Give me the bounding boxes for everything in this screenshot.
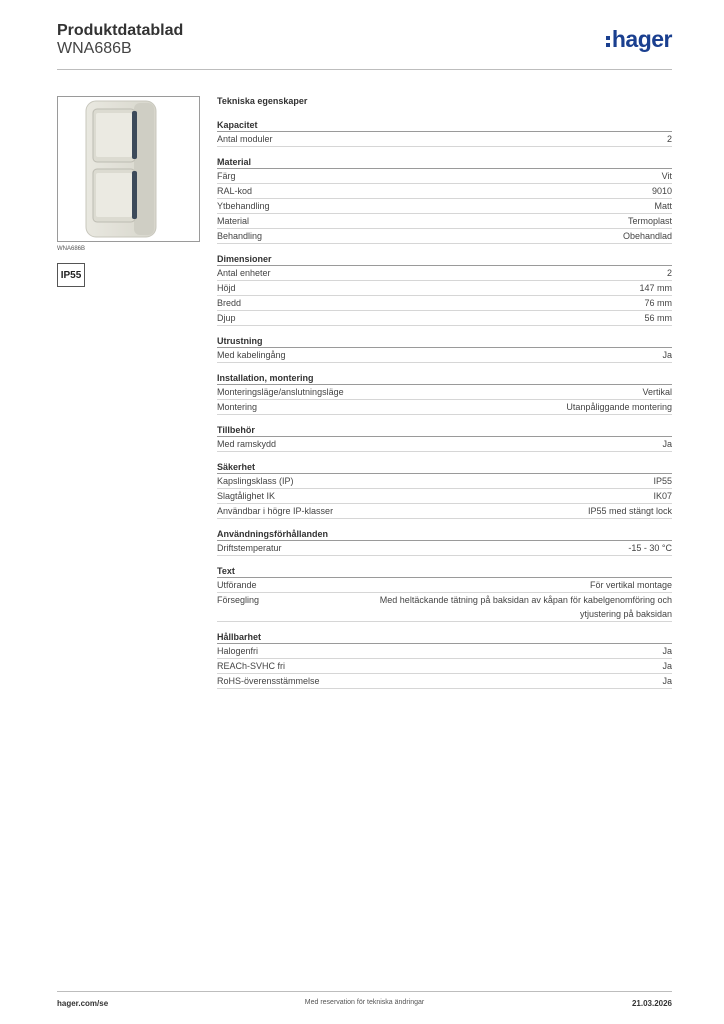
spec-value: IP55 xyxy=(653,476,672,486)
spec-row xyxy=(217,593,672,622)
spec-label: Utförande xyxy=(217,580,257,590)
spec-row xyxy=(217,644,672,659)
spec-row xyxy=(217,437,672,452)
hager-logo xyxy=(606,26,672,53)
spec-row xyxy=(217,199,672,214)
product-code: WNA686B xyxy=(57,40,132,57)
image-caption: WNA686B xyxy=(57,246,86,252)
section-title: Utrustning xyxy=(217,334,672,348)
technical-specs xyxy=(217,96,672,689)
spec-value: Matt xyxy=(654,201,672,211)
spec-row xyxy=(217,385,672,400)
page-header xyxy=(57,20,672,70)
spec-row xyxy=(217,311,672,326)
spec-label: Montering xyxy=(217,402,258,412)
section-title: Säkerhet xyxy=(217,460,672,474)
spec-row xyxy=(217,214,672,229)
spec-label: Färg xyxy=(217,171,236,181)
spec-section xyxy=(217,564,672,622)
spec-value: 9010 xyxy=(651,186,672,196)
spec-label: Kapslingsklass (IP) xyxy=(217,476,294,486)
spec-value: Ja xyxy=(662,350,672,360)
section-title: Installation, montering xyxy=(217,371,672,385)
document-title: Produktdatablad xyxy=(57,22,184,39)
spec-row xyxy=(217,474,672,489)
spec-value: Vertikal xyxy=(642,387,672,397)
footer-website: hager.com/se xyxy=(57,999,109,1008)
footer-date: 21.03.2026 xyxy=(631,999,672,1008)
spec-value: Obehandlad xyxy=(622,231,672,241)
spec-label: Monteringsläge/anslutningsläge xyxy=(217,387,344,397)
specs-heading: Tekniska egenskaper xyxy=(217,96,308,106)
spec-section xyxy=(217,423,672,452)
spec-label: REACh-SVHC fri xyxy=(217,661,286,671)
spec-row xyxy=(217,400,672,415)
spec-label: Med kabelingång xyxy=(217,350,286,360)
logo-text: hager xyxy=(611,26,672,52)
spec-label: Användbar i högre IP-klasser xyxy=(217,506,334,516)
spec-section xyxy=(217,334,672,363)
spec-row xyxy=(217,281,672,296)
spec-label: Höjd xyxy=(217,283,236,293)
spec-section xyxy=(217,118,672,147)
spec-value: 76 mm xyxy=(644,298,672,308)
product-box-icon xyxy=(58,97,199,241)
spec-value: Ja xyxy=(662,661,672,671)
footer-disclaimer: Med reservation för tekniska ändringar xyxy=(304,999,425,1006)
product-image xyxy=(57,96,200,242)
spec-row xyxy=(217,348,672,363)
spec-label: Halogenfri xyxy=(217,646,259,656)
spec-row xyxy=(217,169,672,184)
spec-value: IK07 xyxy=(653,491,672,501)
spec-row xyxy=(217,489,672,504)
spec-value: Vit xyxy=(661,171,672,181)
spec-row xyxy=(217,541,672,556)
spec-value: Ja xyxy=(662,439,672,449)
spec-value: Termoplast xyxy=(627,216,672,226)
spec-value: Utanpåliggande montering xyxy=(566,402,672,412)
spec-row xyxy=(217,504,672,519)
spec-row xyxy=(217,296,672,311)
spec-section xyxy=(217,371,672,415)
spec-section xyxy=(217,155,672,244)
spec-value: Ja xyxy=(662,676,672,686)
section-title: Tillbehör xyxy=(217,423,672,437)
spec-row xyxy=(217,132,672,147)
section-title: Dimensioner xyxy=(217,252,672,266)
logo-dots-icon xyxy=(606,36,610,47)
spec-value: 2 xyxy=(666,134,672,144)
spec-section xyxy=(217,630,672,689)
spec-label: RoHS-överensstämmelse xyxy=(217,676,320,686)
spec-label: Med ramskydd xyxy=(217,439,277,449)
section-title: Hållbarhet xyxy=(217,630,672,644)
spec-label: Driftstemperatur xyxy=(217,543,282,553)
spec-section xyxy=(217,460,672,519)
spec-label: Försegling xyxy=(217,595,260,605)
spec-label: Ytbehandling xyxy=(217,201,270,211)
spec-row xyxy=(217,184,672,199)
spec-label: Antal enheter xyxy=(217,268,271,278)
section-title: Kapacitet xyxy=(217,118,672,132)
spec-label: Bredd xyxy=(217,298,242,308)
spec-section xyxy=(217,252,672,326)
spec-label: Djup xyxy=(217,313,236,323)
spec-row xyxy=(217,266,672,281)
spec-label: Material xyxy=(217,216,250,226)
spec-label: Antal moduler xyxy=(217,134,273,144)
spec-value: 147 mm xyxy=(639,283,672,293)
spec-row xyxy=(217,229,672,244)
spec-section xyxy=(217,527,672,556)
spec-label: RAL-kod xyxy=(217,186,253,196)
spec-row xyxy=(217,674,672,689)
spec-value: För vertikal montage xyxy=(589,580,672,590)
section-title: Användningsförhållanden xyxy=(217,527,672,541)
spec-value: 2 xyxy=(666,268,672,278)
spec-value: 56 mm xyxy=(644,313,672,323)
spec-label: Slagtålighet IK xyxy=(217,491,276,501)
page-footer xyxy=(57,991,672,1008)
spec-value: Ja xyxy=(662,646,672,656)
ip-rating-badge: IP55 xyxy=(57,263,85,287)
spec-value: -15 - 30 °C xyxy=(628,543,672,553)
spec-value: IP55 med stängt lock xyxy=(587,506,672,516)
spec-value: Med heltäckande tätning på baksidan av kåpan för kabelgenomföring och ytjustering på baksidan xyxy=(379,595,672,619)
spec-row xyxy=(217,578,672,593)
section-title: Material xyxy=(217,155,672,169)
spec-row xyxy=(217,659,672,674)
section-title: Text xyxy=(217,564,672,578)
spec-label: Behandling xyxy=(217,231,263,241)
